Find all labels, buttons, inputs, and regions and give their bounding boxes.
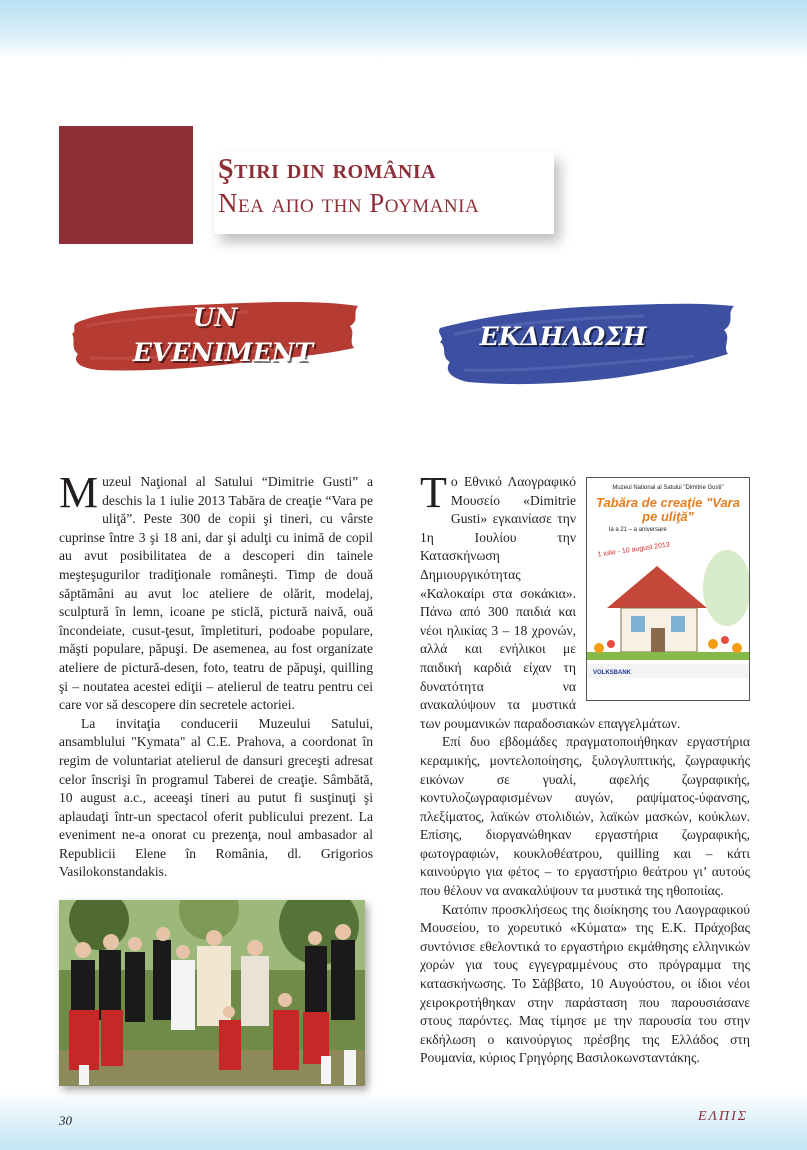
poster-sponsor: VOLKSBANK (593, 670, 632, 676)
poster-house-illustration (587, 548, 749, 678)
article-greek-paragraph-1: Το Εθνικό Λαογραφικό Μουσείο «Dimitrie Gusti» εγκαινίασε την 1η Ιουλίου την Κατασκήνωση Δημιουργικότητας «Καλοκαίρι στα σοκάκια». Πάνω από 300 παιδιά και νέοι ηλικίας 3 – 18 χρονών, αλλά και ενήλικοι με παιδική καρδιά είχαν τη δυνατότητα να ανακαλύψουν τα μυστικά των ρουμανικών παραδοσιακών επαγγελμάτων. (420, 468, 681, 731)
dropcap-romanian: M (59, 468, 99, 517)
section-color-block (59, 126, 193, 244)
article-greek-paragraph-2: Επί δυο εβδομάδες πραγματοποιήθηκαν εργαστήρια κεραμικής, μοντελοποίησης, ξυλογλυπτικής, ζωγραφικής εικόνων σε γυαλί, αφελής ζωγραφικής, κοντυλοζωγραφισμένων αυγών, ραψίματος-ύφανσης, πλεξίματος, λαϊκών στολιδιών, λαϊκών μασκών, κούκλων. Επίσης, διοργανώθηκαν εργαστήρια ζωγραφικής, φωτογραφιών, κουκλοθέατρου, quilling και – κάτι καινούργιο για φέτος – το εργαστήριο θεάτρου γι’ αυτούς που θέλουν να ανακαλύψουν τα μυστικά της ηθοποιίας. (420, 734, 750, 899)
poster-museum-name: Muzeul National al Satului "Dimitrie Gusti" (612, 485, 724, 491)
page-number: 30 (59, 1113, 72, 1128)
article-romanian-paragraph-2: La invitaţia conducerii Muzeului Satului, ansamblului "Kymata" al C.E. Prahova, a coordonat în regim de voluntariat atelierul de dansuri greceşti adresat celor înscrişi în programul Taberei de creaţie. Sâmbătă, 10 august a.c., aceeaşi tineri au putut fi susţinuţi şi aplaudaţi într-un spectacol oferit publicului prezent. La eveniment ne-a onorat cu prezenţa, noul ambasador al Republicii Elene în România, dl. Grigorios Vasilokonstandakis. (59, 715, 373, 880)
photo-illustration (59, 900, 365, 1086)
banner-left-line2: EVENIMENT (132, 338, 314, 367)
section-title-romanian: Ştiri din românia (218, 154, 437, 185)
banner-left-line1: UN (192, 303, 238, 332)
photo-greek-dancers (59, 900, 365, 1086)
article-greek (420, 468, 750, 1068)
event-poster (586, 477, 750, 701)
bottom-gradient-band (0, 1092, 807, 1150)
article-greek-paragraph-3: Κατόπιν προσκλήσεως της διοίκησης του Λαογραφικού Μουσείου, το χορευτικό «Κύματα» της Ε.Κ. Πράχοβας συντόνισε εθελοντικά το εργαστήριο εκμάθησης ελληνικών χορών για τους εγγεγραμμένους στο πρόγραμμα της κατασκήνωσης. Το Σάββατο, 10 Αυγούστου, οι ίδιοι νέοι χειροκροτήθηκαν στην παράσταση που παρουσιάσανε στους παρόντες. Μας τίμησε με την παρουσία του στην εκδήλωση ο καινούργιος πρέσβης της Ελλάδος στη Ρουμανία, κύριος Γρηγόρης Βασιλοκωνσταντάκης. (420, 901, 750, 1066)
article-romanian-paragraph-1: Muzeul Naţional al Satului “Dimitrie Gusti” a deschis la 1 iulie 2013 Tabăra de creaţie “Vara pe uliţă”. Peste 300 de copii şi tineri, cu vârste cuprinse între 3 şi 18 ani, dar şi adulţi cu inimă de copil au avut posibilitatea de a descoperi din tainele meşteşugurilor tradiţionale româneşti. Timp de două săptămâni au avut loc ateliere de olărit, modelaj, sculptură în lemn, icoane pe sticlă, pictură naivă, ouă încondeiate, cusut-ţesut, împletituri, podoabe populare, măşti populare, păpuşi. De asemenea, au fost organizate ateliere de pictură-desen, foto, teatru de păpuşi, quilling şi – noutatea acestei ediţii – atelierul de teatru pentru cei care vor să descopere din secretele actoriei. (59, 468, 373, 713)
poster-title: Tabăra de creaţie "Vara pe uliţă" (596, 495, 740, 524)
poster-edition: la a 21 – a aniversare (609, 527, 667, 533)
dropcap-greek: Τ (420, 468, 447, 517)
article-romanian (59, 468, 373, 882)
poster-dates: 1 iulie - 10 august 2013 (597, 541, 671, 559)
section-title-greek: Nea απο την Ρουμανια (218, 188, 480, 218)
top-gradient-band (0, 0, 807, 58)
banner-right-label: ΕΚΔΗΛΩΣΗ (479, 322, 647, 351)
magazine-name: ΕΛΠΙΣ (698, 1109, 749, 1124)
